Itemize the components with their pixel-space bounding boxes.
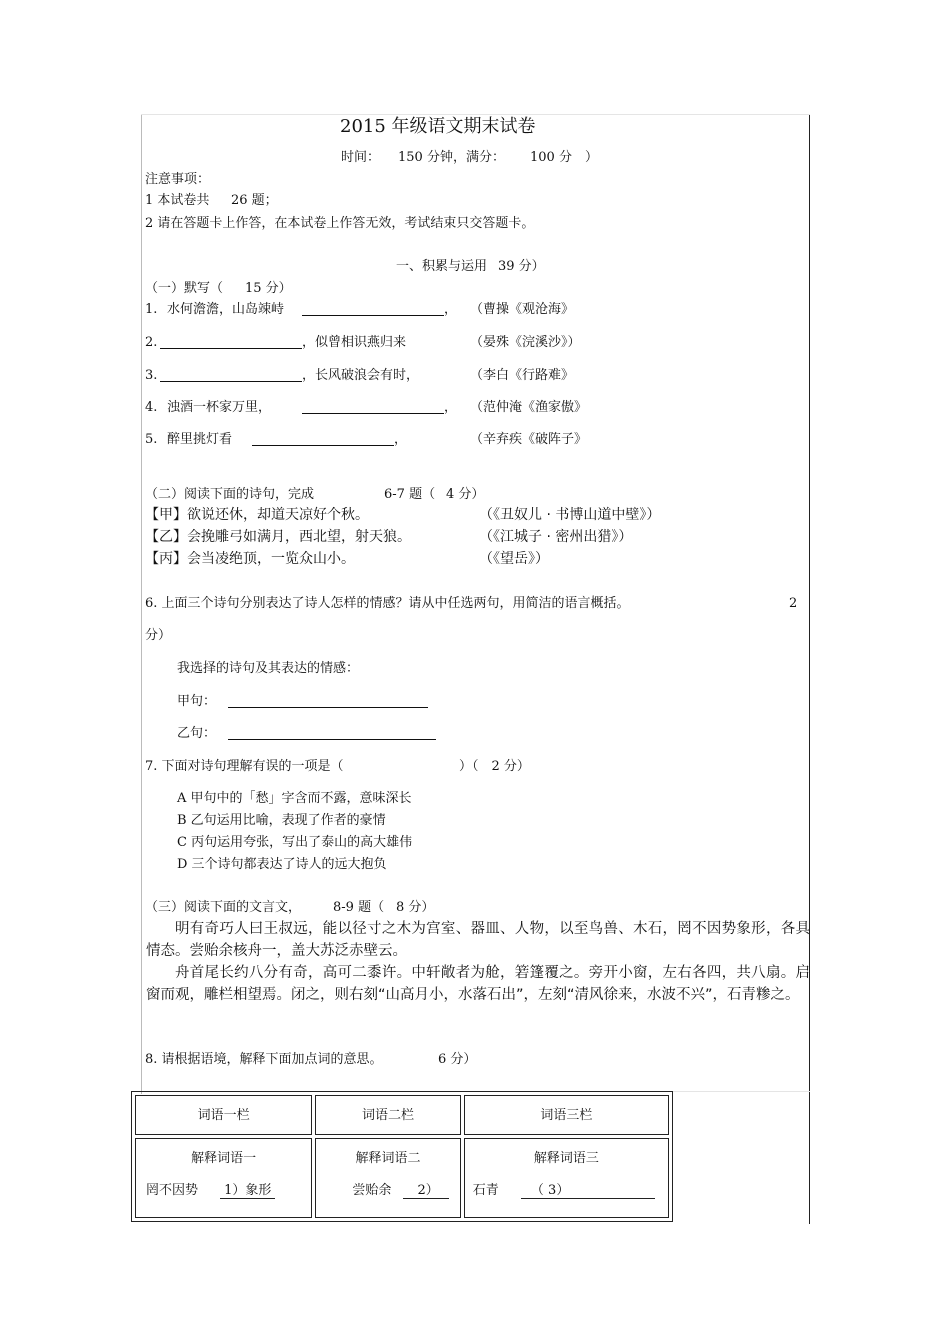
table-header-2: 词语二栏 <box>362 1108 415 1123</box>
question-5-number: 5. <box>145 432 158 447</box>
section-1-title: 一、积累与运用 <box>396 259 488 274</box>
poem-yi-text: 【乙】会挽雕弓如满月，西北望，射天狼。 <box>145 529 411 545</box>
notes-heading: 注意事项： <box>145 172 211 187</box>
question-4-comma: ， <box>444 400 458 415</box>
question-1-blank[interactable] <box>302 303 444 316</box>
part-b-range: 6-7 题（ <box>384 487 436 502</box>
question-5-blank[interactable] <box>252 433 394 446</box>
table-answer-cell-1[interactable] <box>135 1138 312 1218</box>
answer-table <box>131 1091 673 1222</box>
question-7-option-c[interactable]: C 丙句运用夸张，写出了泰山的高大雄伟 <box>177 835 413 850</box>
table-subheader-2: 解释词语二 <box>355 1151 421 1166</box>
note-1-text: 1 本试卷共 <box>145 193 210 208</box>
table-header-3: 词语三栏 <box>540 1108 593 1123</box>
question-2-source: （晏殊《浣溪沙》） <box>470 335 581 350</box>
page-title: 2015 年级语文期末试卷 <box>340 116 536 137</box>
table-answer-cell-2[interactable] <box>315 1138 460 1218</box>
question-2-text: ，似曾相识燕归来 <box>302 335 407 350</box>
question-1-comma: ， <box>444 302 458 317</box>
question-4-text: 浊酒一杯家万里， <box>167 400 272 415</box>
question-6-prompt: 我选择的诗句及其表达的情感： <box>177 661 360 676</box>
question-4-blank[interactable] <box>302 401 444 414</box>
question-2-number: 2. <box>145 335 158 350</box>
question-1-number: 1. <box>145 302 158 317</box>
question-8-text: 8. 请根据语境，解释下面加点词的意思。 <box>145 1052 383 1067</box>
question-3-blank[interactable] <box>160 369 302 382</box>
answer-3-label: 石青 <box>472 1183 499 1198</box>
question-6-blank-1-label: 甲句： <box>177 694 217 709</box>
question-2-blank[interactable] <box>160 336 302 349</box>
exam-time-value: 150 分钟，满分： <box>398 150 505 165</box>
part-b-label: （二）阅读下面的诗句，完成 <box>145 487 315 502</box>
table-header-1: 词语一栏 <box>197 1108 250 1123</box>
part-a-label: （一）默写（ <box>145 281 224 296</box>
note-2-text: 2 请在答题卡上作答，在本试卷上作答无效，考试结束只交答题卡。 <box>145 216 535 231</box>
answer-2-label: 尝贻余 <box>352 1183 392 1198</box>
passage-paragraph-2: 舟首尾长约八分有奇，高可二黍许。中轩敞者为舱，箬篷覆之。旁开小窗，左右各四，共八扇。启窗而观，雕栏相望焉。闭之，则右刻“山高月小，水落石出”，左刻“清风徐来，水波不兴”，石青糁之。 <box>146 965 810 1003</box>
note-1-count: 26 题； <box>231 193 278 208</box>
poem-jia-source: （《丑奴儿 · 书博山道中壁》） <box>479 507 661 523</box>
poem-yi-source: （《江城子 · 密州出猎》） <box>479 529 633 545</box>
question-6-points: 2 <box>789 596 798 611</box>
part-c-label: （三）阅读下面的文言文， <box>145 900 302 915</box>
table-subheader-3: 解释词语三 <box>533 1151 599 1166</box>
question-5-source: （辛弃疾《破阵子》 <box>470 432 588 447</box>
part-b-points: 4 分） <box>446 487 485 502</box>
question-1-source: （曹操《观沧海》 <box>470 302 575 317</box>
question-7-option-d[interactable]: D 三个诗句都表达了诗人的远大抱负 <box>177 857 387 872</box>
part-a-points: 15 分） <box>245 281 292 296</box>
page-left-border <box>141 114 142 1094</box>
question-6-blank-1[interactable] <box>228 695 428 708</box>
question-6-blank-2[interactable] <box>228 727 436 740</box>
part-c-points: 8 分） <box>396 900 435 915</box>
classical-passage <box>146 918 810 1006</box>
table-header-cell-2 <box>315 1095 460 1135</box>
question-3-source: （李白《行路难》 <box>470 368 575 383</box>
question-6-unit: 分） <box>145 628 172 643</box>
question-3-text: ，长风破浪会有时， <box>302 368 420 383</box>
answer-1-label: 罔不因势 <box>146 1183 199 1198</box>
table-header-cell-3 <box>464 1095 669 1135</box>
page-top-border <box>141 114 810 115</box>
question-6-text: 6. 上面三个诗句分别表达了诗人怎样的情感？请从中任选两句，用简洁的语言概括。 <box>145 596 630 611</box>
question-8-points: 6 分） <box>438 1052 477 1067</box>
table-header-cell-1 <box>135 1095 312 1135</box>
exam-score-value: 100 分 ） <box>530 150 598 165</box>
answer-1-value[interactable]: 1）象形 <box>220 1179 275 1199</box>
table-answer-cell-3[interactable] <box>464 1138 669 1218</box>
question-6-blank-2-label: 乙句： <box>177 726 217 741</box>
table-subheader-1: 解释词语一 <box>191 1151 257 1166</box>
page-right-border <box>809 114 810 1224</box>
question-7-points: ）（ 2 分） <box>459 759 530 774</box>
section-1-points: 39 分） <box>498 259 545 274</box>
question-7-option-b[interactable]: B 乙句运用比喻，表现了作者的豪情 <box>177 813 386 828</box>
answer-3-value[interactable]: （ 3） <box>521 1179 655 1199</box>
exam-time-label: 时间： <box>341 150 381 165</box>
question-3-number: 3. <box>145 368 158 383</box>
part-c-range: 8-9 题（ <box>333 900 385 915</box>
passage-paragraph-1: 明有奇巧人曰王叔远，能以径寸之木为宫室、器皿、人物，以至鸟兽、木石，罔不因势象形，各具情态。尝贻余核舟一，盖大苏泛赤壁云。 <box>146 921 810 959</box>
answer-2-value[interactable]: 2） <box>403 1179 448 1199</box>
question-4-source: （范仲淹《渔家傲》 <box>470 400 588 415</box>
poem-bing-source: （《望岳》） <box>479 551 549 567</box>
question-5-comma: ， <box>394 432 408 447</box>
poem-bing-text: 【丙】会当凌绝顶，一览众山小。 <box>145 551 355 567</box>
question-4-number: 4. <box>145 400 158 415</box>
question-7-text: 7. 下面对诗句理解有误的一项是（ <box>145 759 344 774</box>
question-1-text: 水何澹澹，山岛竦峙 <box>167 302 285 317</box>
question-5-text: 醉里挑灯看 <box>167 432 233 447</box>
poem-jia-text: 【甲】欲说还休，却道天凉好个秋。 <box>145 507 369 523</box>
question-7-option-a[interactable]: A 甲句中的「愁」字含而不露，意味深长 <box>177 791 412 806</box>
